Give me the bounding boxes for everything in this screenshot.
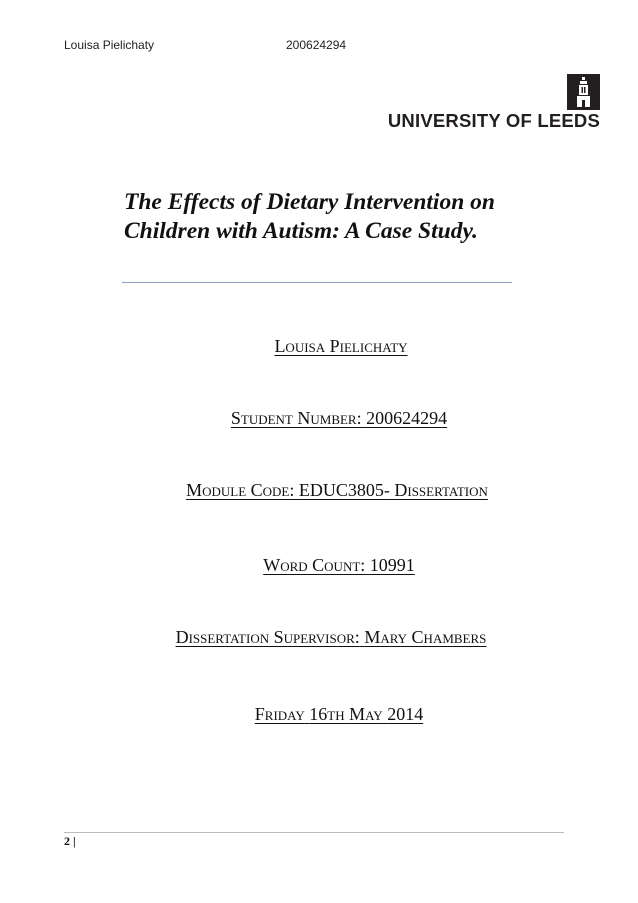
- module-code-label: Module Code:: [186, 480, 295, 500]
- word-count-value: 10991: [369, 555, 415, 575]
- student-number-value: 200624294: [366, 408, 448, 428]
- module-name: Dissertation: [394, 480, 488, 500]
- supervisor-label: Dissertation Supervisor:: [175, 627, 360, 647]
- author-name: [22, 336, 638, 357]
- header-author: Louisa Pielichaty: [64, 38, 155, 52]
- header-student-number: 200624294: [286, 38, 347, 52]
- supervisor-name: Mary Chambers: [364, 627, 487, 647]
- date-month: May: [349, 704, 383, 724]
- date-day: Friday: [254, 704, 305, 724]
- university-logo-text: UNIVERSITY OF LEEDS: [387, 110, 600, 131]
- submission-date: [20, 704, 638, 725]
- supervisor: [12, 627, 638, 648]
- module-code: [18, 480, 638, 501]
- parkinson-tower-icon: [567, 74, 600, 110]
- author-name-text: Louisa Pielichaty: [274, 336, 408, 356]
- word-count-label: Word Count:: [263, 555, 366, 575]
- document-title: The Effects of Dietary Intervention on Children with Autism: A Case Study.: [124, 189, 495, 244]
- date-num: 16th: [309, 704, 345, 724]
- footer-divider: [64, 832, 564, 833]
- word-count: [20, 555, 638, 576]
- page-number: 2 |: [64, 834, 76, 848]
- title-divider: [122, 282, 512, 283]
- date-year: 2014: [387, 704, 424, 724]
- student-number: [20, 408, 638, 429]
- student-number-label: Student Number:: [230, 408, 362, 428]
- module-code-value: EDUC3805-: [298, 480, 390, 500]
